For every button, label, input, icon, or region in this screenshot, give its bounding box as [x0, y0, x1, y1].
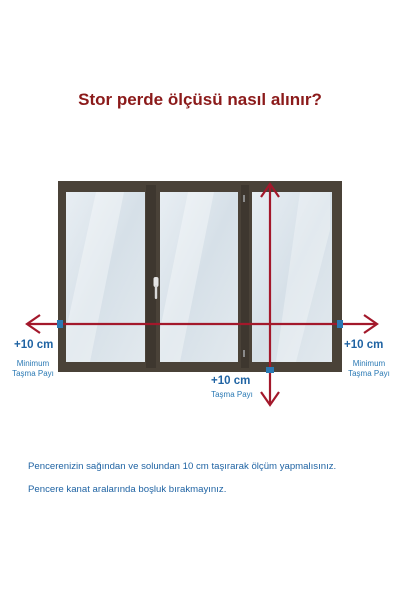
allowance-marker-right — [337, 320, 343, 328]
window-handle-lever — [155, 285, 157, 299]
page-title: Stor perde ölçüsü nasıl alınır? — [78, 90, 322, 109]
left-allowance-value: +10 cm — [14, 339, 54, 351]
window-mullion-left — [146, 185, 156, 368]
right-allowance-caption — [340, 359, 398, 379]
allowance-marker-bottom — [266, 367, 274, 373]
window-hinge — [243, 350, 245, 357]
right-allowance-caption-line1: Minimum — [352, 359, 386, 368]
left-allowance-caption-line2: Taşma Payı — [12, 369, 54, 378]
instruction-line-1: Pencerenizin sağından ve solundan 10 cm taşırarak ölçüm yapmalısınız. — [28, 461, 337, 472]
left-allowance-caption — [4, 359, 62, 379]
right-allowance-caption-line2: Taşma Payı — [348, 369, 390, 378]
right-allowance-value: +10 cm — [344, 339, 384, 351]
bottom-allowance-caption: Taşma Payı — [211, 390, 253, 399]
bottom-allowance-value: +10 cm — [211, 375, 251, 387]
window-hinge — [243, 195, 245, 202]
allowance-marker-left — [57, 320, 63, 328]
left-allowance-caption-line1: Minimum — [16, 359, 50, 368]
window-mullion-right — [241, 185, 249, 368]
instruction-line-2: Pencere kanat aralarında boşluk bırakmayınız. — [28, 484, 227, 495]
